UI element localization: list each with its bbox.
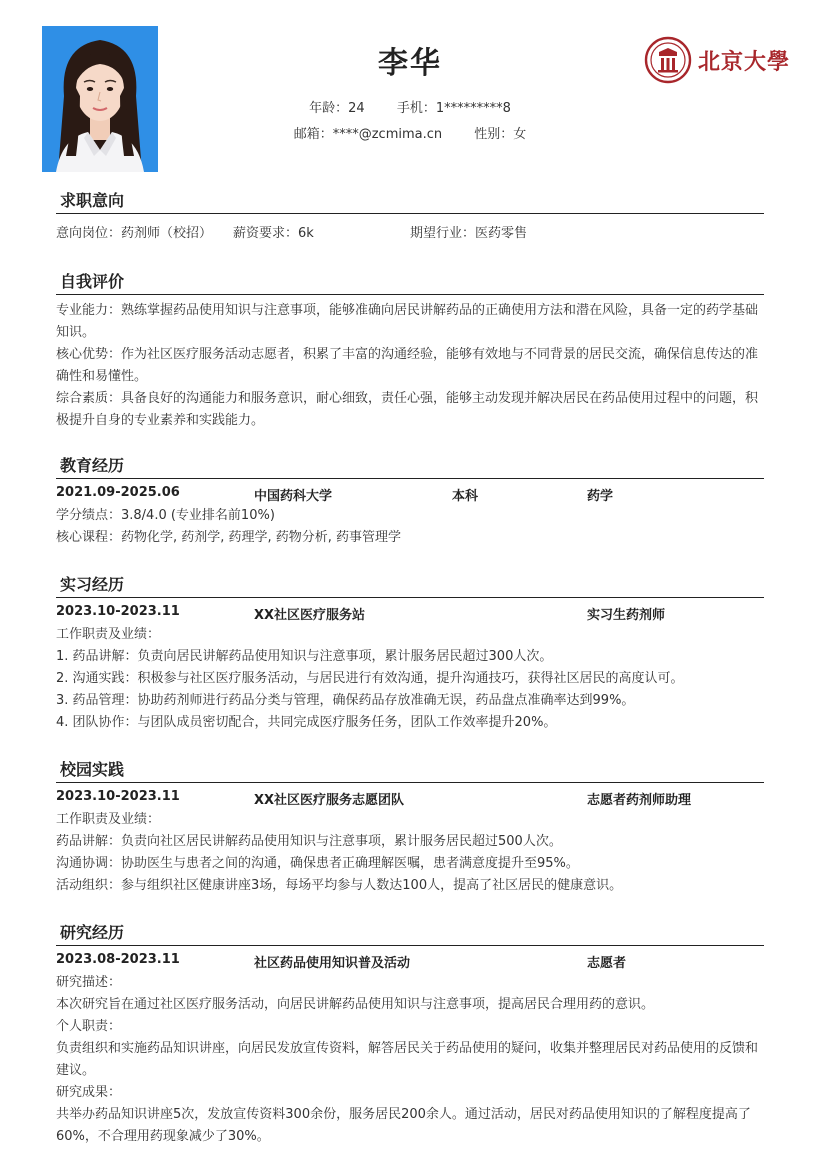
internship-line: 4. 团队协作：与团队成员密切配合，共同完成医疗服务任务，团队工作效率提升20%。 [56,715,557,730]
age-value: 24 [348,101,365,116]
research-row [56,948,764,972]
section-header [56,267,764,295]
internship-line: 工作职责及业绩： [56,627,161,642]
research-role: 志愿者 [587,956,627,971]
campus-row [56,785,764,809]
intent-row [56,218,764,242]
education-degree: 本科 [452,489,479,504]
section-header [56,186,764,214]
university-logo-text: 北京大學 [698,49,791,75]
phone-value: 1*********8 [435,101,511,116]
candidate-name: 李华 [378,46,442,81]
campus-org: XX社区医疗服务志愿团队 [254,793,405,808]
research-line: 个人职责： [56,1019,122,1034]
section-title: 研究经历 [60,923,125,942]
section-internship [56,570,764,734]
email-label: 邮箱： [293,127,333,142]
research-line: 共举办药品知识讲座5次，发放宣传资料300余份，服务居民200余人。通过活动，居民对药品使用知识的了解程度提高了60%，不合理用药现象减少了30%。 [56,1107,751,1144]
education-courses: 核心课程：药物化学, 药剂学, 药理学, 药物分析, 药事管理学 [56,530,402,545]
info-row-2 [0,123,820,142]
phone-label: 手机： [396,101,436,116]
campus-line: 工作职责及业绩： [56,812,161,827]
self-eval-paragraph: 核心优势：作为社区医疗服务活动志愿者，积累了丰富的沟通经验，能够有效地与不同背景的居民交流，确保信息传达的准确性和易懂性。 [56,347,759,384]
education-gpa: 学分绩点：3.8/4.0 (专业排名前10%) [56,508,275,523]
internship-line: 3. 药品管理：协助药剂师进行药品分类与管理，确保药品存放准确无误，药品盘点准确率达到99%。 [56,693,635,708]
education-school: 中国药科大学 [254,489,333,504]
section-campus-practice [56,755,764,897]
section-title: 教育经历 [60,456,125,475]
campus-date: 2023.10-2023.11 [56,789,180,804]
university-seal-icon [644,36,692,84]
research-date: 2023.08-2023.11 [56,952,180,967]
campus-line: 沟通协调：协助医生与患者之间的沟通，确保患者正确理解医嘱，患者满意度提升至95%。 [56,856,579,871]
research-line: 负责组织和实施药品知识讲座，向居民发放宣传资料，解答居民关于药品使用的疑问，收集并整理居民对药品使用的反馈和建议。 [56,1041,759,1078]
campus-role: 志愿者药剂师助理 [587,793,692,808]
internship-row [56,600,764,624]
education-row [56,481,764,505]
research-org: 社区药品使用知识普及活动 [254,956,411,971]
intent-position: 意向岗位：药剂师（校招） [56,226,213,241]
internship-role: 实习生药剂师 [587,608,666,623]
section-header [56,918,764,946]
age-info [309,97,365,116]
age-label: 年龄： [309,101,349,116]
email-info [294,123,442,142]
campus-line: 药品讲解：负责向社区居民讲解药品使用知识与注意事项，累计服务居民超过500人次。 [56,834,562,849]
intent-industry: 期望行业：医药零售 [410,226,528,241]
info-row-1 [0,97,820,116]
research-line: 本次研究旨在通过社区医疗服务活动，向居民讲解药品使用知识与注意事项，提高居民合理用药的意识。 [56,997,655,1012]
section-title: 自我评价 [60,272,125,291]
gender-info [474,123,526,142]
section-title: 实习经历 [60,575,125,594]
section-education [56,451,764,549]
internship-line: 2. 沟通实践：积极参与社区医疗服务活动，与居民进行有效沟通，提升沟通技巧，获得社区居民的高度认可。 [56,671,684,686]
research-line: 研究描述： [56,975,122,990]
section-title: 求职意向 [60,191,125,210]
self-eval-paragraph: 专业能力：熟练掌握药品使用知识与注意事项，能够准确向居民讲解药品的正确使用方法和潜在风险，具备一定的药学基础知识。 [56,303,759,340]
section-header [56,755,764,783]
intent-salary: 薪资要求：6k [233,226,314,241]
education-date: 2021.09-2025.06 [56,485,180,500]
gender-value: 女 [513,127,527,142]
education-major: 药学 [587,489,614,504]
section-self-evaluation [56,267,764,432]
email-value: ****@zcmima.cn [332,127,443,142]
campus-line: 活动组织：参与组织社区健康讲座3场，每场平均参与人数达100人，提高了社区居民的健康意识。 [56,878,623,893]
section-title: 校园实践 [60,760,125,779]
self-eval-paragraph: 综合素质：具备良好的沟通能力和服务意识，耐心细致，责任心强，能够主动发现并解决居民在药品使用过程中的问题，积极提升自身的专业素养和实践能力。 [56,391,759,428]
section-header [56,451,764,479]
section-research [56,918,764,1148]
internship-date: 2023.10-2023.11 [56,604,180,619]
university-logo [644,36,794,84]
section-header [56,570,764,598]
section-job-intent [56,186,764,242]
internship-line: 1. 药品讲解：负责向居民讲解药品使用知识与注意事项，累计服务居民超过300人次。 [56,649,553,664]
research-line: 研究成果： [56,1085,122,1100]
gender-label: 性别： [474,127,514,142]
internship-org: XX社区医疗服务站 [254,608,366,623]
phone-info [397,97,511,116]
